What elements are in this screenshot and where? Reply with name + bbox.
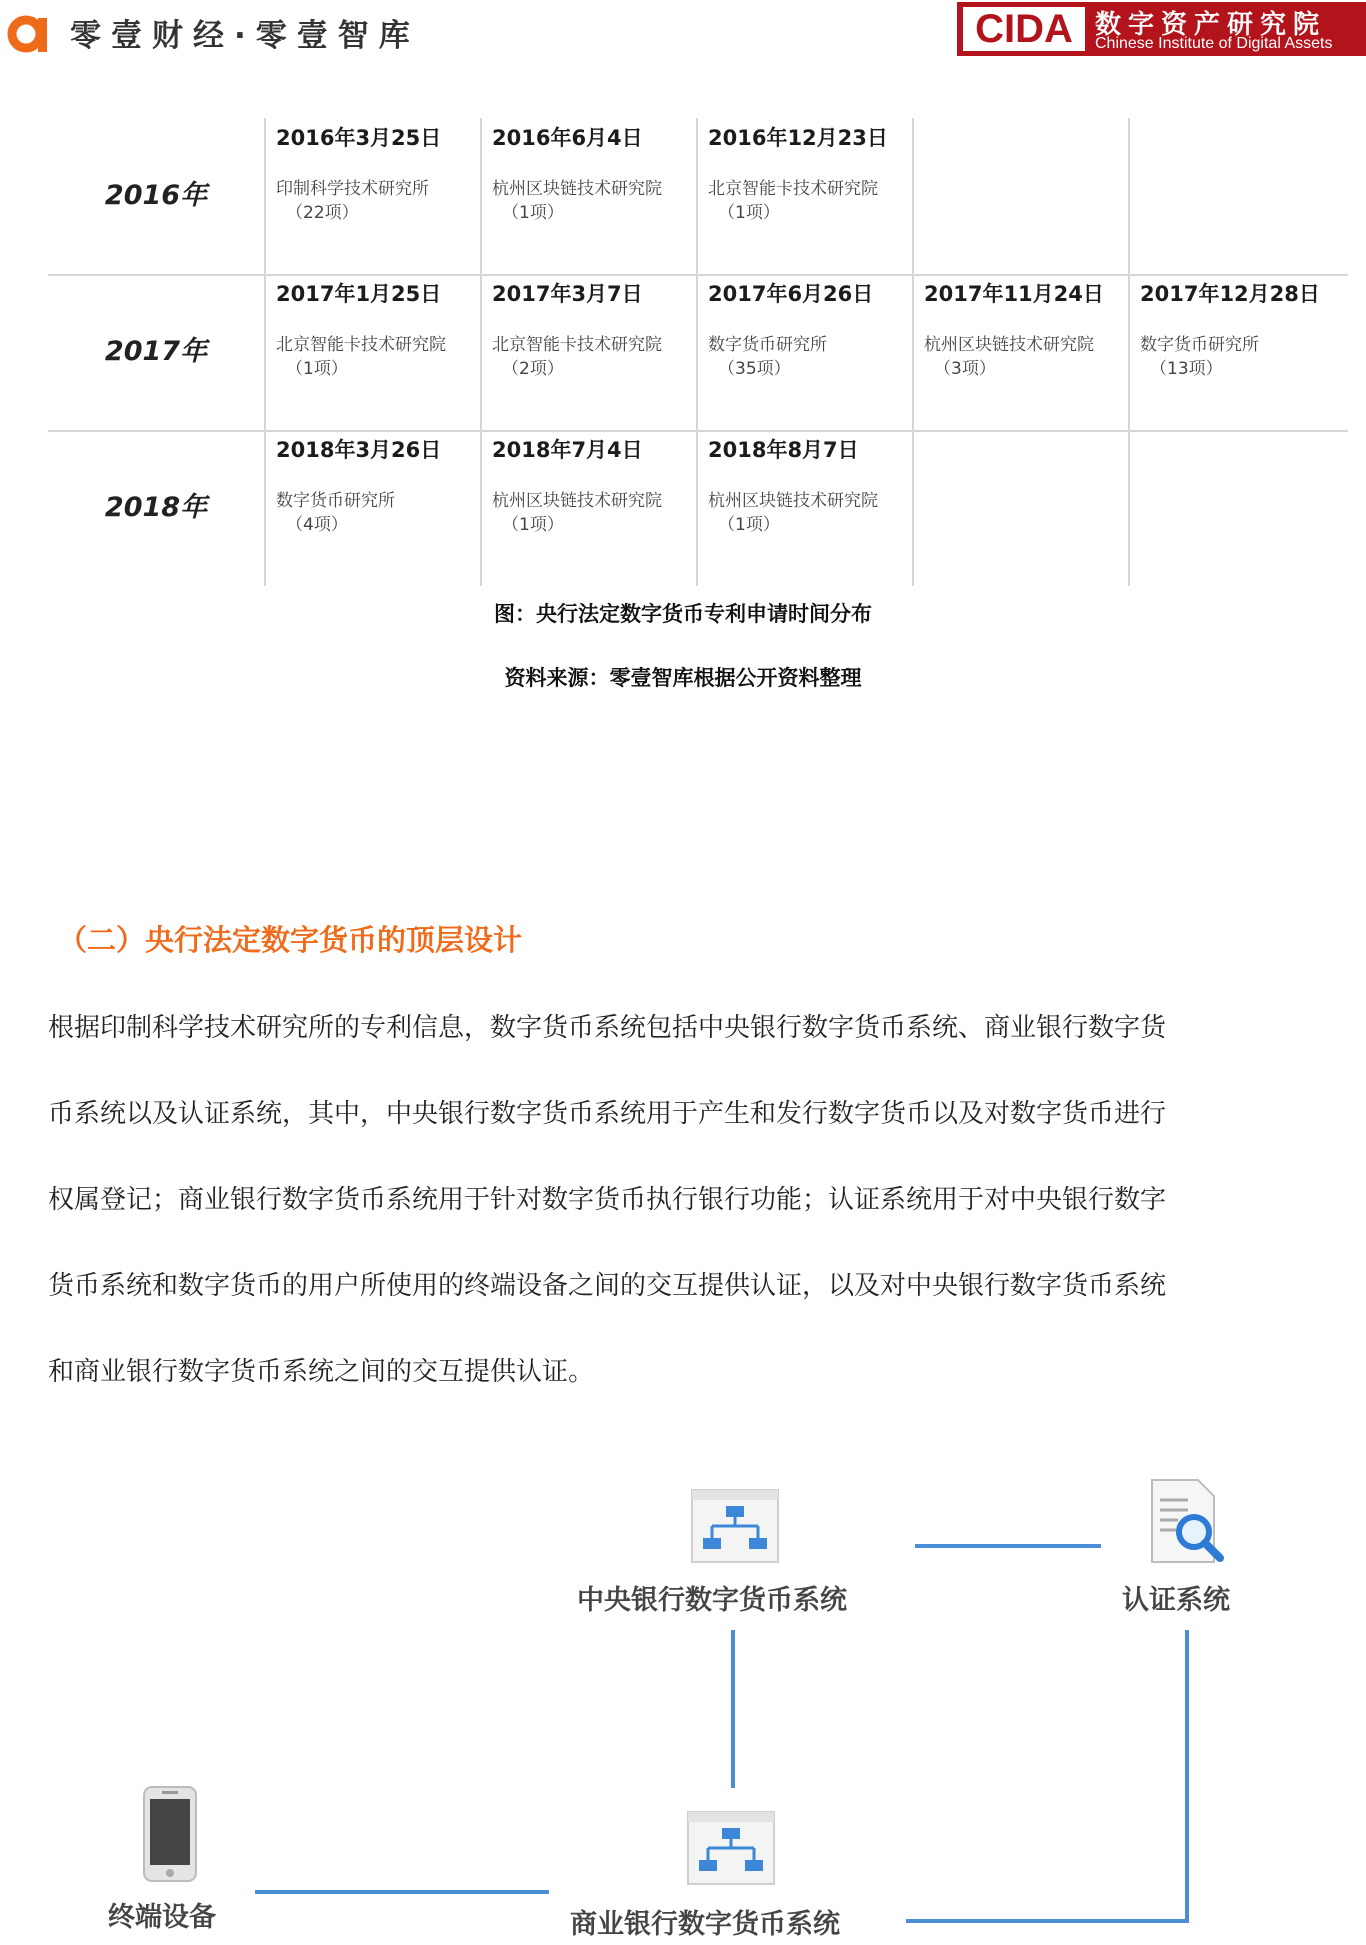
org-chart-icon — [686, 1810, 776, 1886]
brand-logo-icon — [4, 8, 54, 56]
connector-auth-vertical — [1185, 1630, 1189, 1923]
auth-system-label: 认证系统 — [1122, 1585, 1230, 1616]
timeline-cell — [480, 274, 696, 430]
section-title: （二）央行法定数字货币的顶层设计 — [58, 923, 523, 957]
figure-source: 资料来源：零壹智库根据公开资料整理 — [504, 666, 862, 690]
cida-logo-letters: CIDA — [975, 7, 1073, 51]
timeline-cell — [696, 118, 912, 274]
timeline-institution: 印制科学技术研究所 — [276, 179, 429, 199]
cida-logo-box — [963, 7, 1085, 51]
timeline-year: 2016年 — [104, 180, 208, 211]
org-chart-icon — [690, 1488, 780, 1564]
paragraph-line: 根据印制科学技术研究所的专利信息，数字货币系统包括中央银行数字货币系统、商业银行数字货 — [48, 1013, 1167, 1043]
timeline-institution: 杭州区块链技术研究院 — [708, 491, 878, 511]
timeline-institution: 杭州区块链技术研究院 — [924, 335, 1094, 355]
central-bank-label: 中央银行数字货币系统 — [577, 1585, 847, 1616]
timeline-cell — [264, 118, 480, 274]
timeline-date: 2017年3月7日 — [492, 282, 643, 306]
timeline-cell — [696, 274, 912, 430]
timeline-cell — [264, 430, 480, 586]
timeline-cell — [264, 274, 480, 430]
timeline-cell — [1128, 430, 1344, 586]
timeline-count: （1项） — [718, 515, 780, 535]
timeline-count: （22项） — [286, 203, 359, 223]
timeline-cell — [1128, 118, 1344, 274]
brand-text: 零壹财经·零壹智库 — [70, 18, 420, 54]
connector-central-commercial — [731, 1630, 735, 1788]
document-search-icon — [1148, 1478, 1228, 1566]
timeline-institution: 北京智能卡技术研究院 — [708, 179, 878, 199]
timeline-count: （2项） — [502, 359, 564, 379]
timeline-institution: 数字货币研究所 — [708, 335, 827, 355]
org-name-en: Chinese Institute of Digital Assets — [1095, 35, 1333, 52]
timeline-date: 2017年11月24日 — [924, 282, 1104, 306]
timeline-date: 2016年3月25日 — [276, 126, 442, 150]
commercial-bank-label: 商业银行数字货币系统 — [570, 1909, 840, 1940]
timeline-date: 2017年1月25日 — [276, 282, 442, 306]
connector-central-auth — [915, 1544, 1101, 1548]
timeline-date: 2018年3月26日 — [276, 438, 442, 462]
timeline-cell — [480, 430, 696, 586]
paragraph-line: 币系统以及认证系统，其中，中央银行数字货币系统用于产生和发行数字货币以及对数字货币进行 — [48, 1099, 1167, 1129]
timeline-cell — [480, 118, 696, 274]
timeline-count: （1项） — [718, 203, 780, 223]
page-header — [0, 0, 1366, 60]
timeline-count: （1项） — [502, 203, 564, 223]
timeline-count: （3项） — [934, 359, 996, 379]
timeline-count: （4项） — [286, 515, 348, 535]
timeline-cell — [912, 118, 1128, 274]
timeline-institution: 杭州区块链技术研究院 — [492, 491, 662, 511]
timeline-row-divider — [48, 430, 1348, 432]
connector-terminal-commercial — [255, 1890, 549, 1894]
paragraph-line: 权属登记；商业银行数字货币系统用于针对数字货币执行银行功能；认证系统用于对中央银行数字 — [48, 1185, 1167, 1215]
timeline-cell — [912, 274, 1128, 430]
timeline-date: 2018年8月7日 — [708, 438, 859, 462]
timeline-row — [48, 274, 1348, 430]
timeline-row — [48, 118, 1348, 274]
timeline-date: 2016年6月4日 — [492, 126, 643, 150]
mobile-phone-icon — [142, 1785, 198, 1883]
timeline-row-divider — [48, 274, 1348, 276]
timeline-institution: 北京智能卡技术研究院 — [492, 335, 662, 355]
timeline-row — [48, 430, 1348, 586]
timeline-institution: 杭州区块链技术研究院 — [492, 179, 662, 199]
timeline-year: 2018年 — [104, 492, 208, 523]
timeline-date: 2017年12月28日 — [1140, 282, 1320, 306]
terminal-device-label: 终端设备 — [108, 1902, 216, 1933]
timeline-cell — [696, 430, 912, 586]
timeline-count: （13项） — [1150, 359, 1223, 379]
timeline-institution: 北京智能卡技术研究院 — [276, 335, 446, 355]
timeline-institution: 数字货币研究所 — [1140, 335, 1259, 355]
timeline-count: （35项） — [718, 359, 791, 379]
timeline-date: 2016年12月23日 — [708, 126, 888, 150]
paragraph-line: 和商业银行数字货币系统之间的交互提供认证。 — [48, 1357, 595, 1387]
figure-caption: 图：央行法定数字货币专利申请时间分布 — [494, 602, 872, 626]
timeline-institution: 数字货币研究所 — [276, 491, 395, 511]
timeline-year: 2017年 — [104, 336, 208, 367]
timeline-date: 2018年7月4日 — [492, 438, 643, 462]
paragraph-line: 货币系统和数字货币的用户所使用的终端设备之间的交互提供认证，以及对中央银行数字货币系统 — [48, 1271, 1167, 1301]
timeline-cell — [912, 430, 1128, 586]
timeline-date: 2017年6月26日 — [708, 282, 874, 306]
timeline-count: （1项） — [286, 359, 348, 379]
timeline-count: （1项） — [502, 515, 564, 535]
connector-auth-commercial — [906, 1919, 1189, 1923]
org-logo — [957, 2, 1366, 56]
org-name-cn: 数字资产研究院 — [1095, 10, 1327, 40]
timeline-cell — [1128, 274, 1344, 430]
